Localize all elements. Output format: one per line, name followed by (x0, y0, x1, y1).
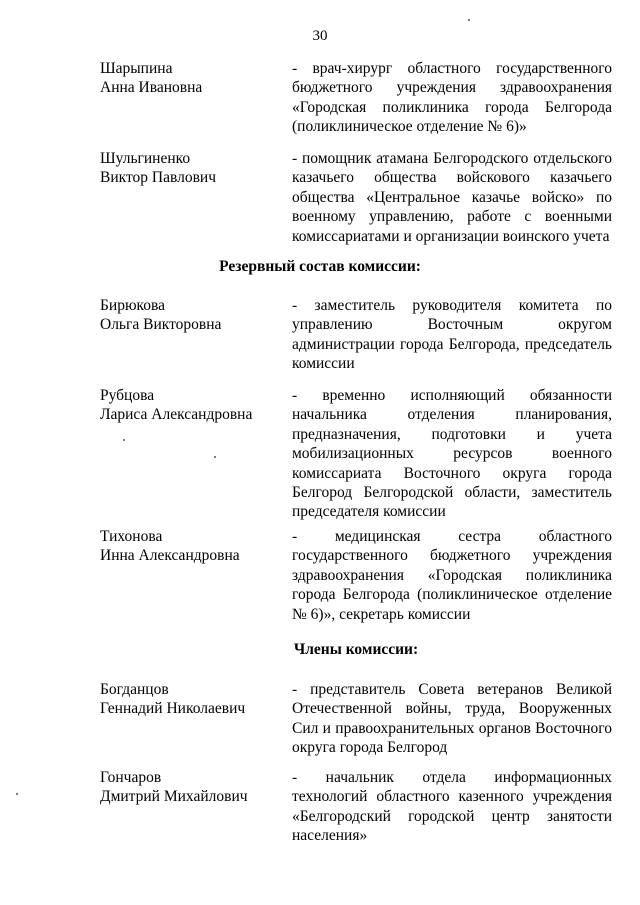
member-surname: Богданцов (100, 681, 169, 698)
section-heading-members: Члены комиссии: (293, 641, 419, 658)
scan-speck (16, 793, 18, 795)
member-position: - помощник атамана Белгородского отдельского казачьего общества войскового казачьего общества «Центральное казачье войско» по военному управлению, работе с военными комиссариатами и организации воинского учета (292, 150, 612, 245)
member-surname: Бирюкова (100, 297, 166, 314)
member-given-names: Дмитрий Михайлович (100, 788, 248, 806)
scan-speck (468, 19, 470, 21)
member-given-names: Анна Ивановна (100, 79, 203, 97)
member-given-names: Геннадий Николаевич (100, 700, 246, 718)
section-heading-reserve: Резервный состав комиссии: (219, 258, 421, 275)
member-name (100, 527, 280, 566)
member-position: - медицинская сестра областного государственного бюджетного учреждения здравоохранения «Городская поликлиника города Белгорода (поликлиническое отделение № 6)», секретарь комиссии (292, 528, 612, 623)
scan-speck (123, 439, 125, 441)
member-position: - временно исполняющий обязанности начальника отделения планирования, предназначения, подготовки и учета мобилизационных ресурсов военного комиссариата Восточного округа города Белгород Белгородской области, заместитель председателя комиссии (292, 387, 612, 521)
member-position: - врач-хирург областного государственного бюджетного учреждения здравоохранения «Городская поликлиника города Белгорода (поликлиническое отделение № 6)» (292, 60, 612, 136)
scan-speck (214, 456, 216, 458)
member-name (100, 680, 280, 719)
member-given-names: Инна Александровна (100, 547, 240, 565)
member-surname: Шульгиненко (100, 150, 191, 167)
member-position: - представитель Совета ветеранов Великой Отечественной войны, труда, Вооруженных Сил и правоохранительных органов Восточного округа города Белгород (292, 681, 612, 757)
member-given-names: Ольга Викторовна (100, 316, 222, 334)
page-number: 30 (312, 28, 328, 44)
member-name (100, 386, 280, 425)
member-position: - заместитель руководителя комитета по управлению Восточным округом администрации города Белгорода, председатель комиссии (292, 297, 612, 373)
member-name (100, 768, 280, 807)
member-given-names: Виктор Павлович (100, 169, 216, 187)
member-name (100, 59, 280, 98)
member-given-names: Лариса Александровна (100, 406, 253, 424)
member-surname: Рубцова (100, 387, 155, 404)
member-name (100, 149, 280, 188)
member-surname: Шарыпина (100, 60, 173, 77)
member-name (100, 296, 280, 335)
member-surname: Гончаров (100, 769, 162, 786)
member-surname: Тихонова (100, 528, 163, 545)
member-position: - начальник отдела информационных технологий областного казенного учреждения «Белгородский городской центр занятости населения» (292, 769, 612, 845)
